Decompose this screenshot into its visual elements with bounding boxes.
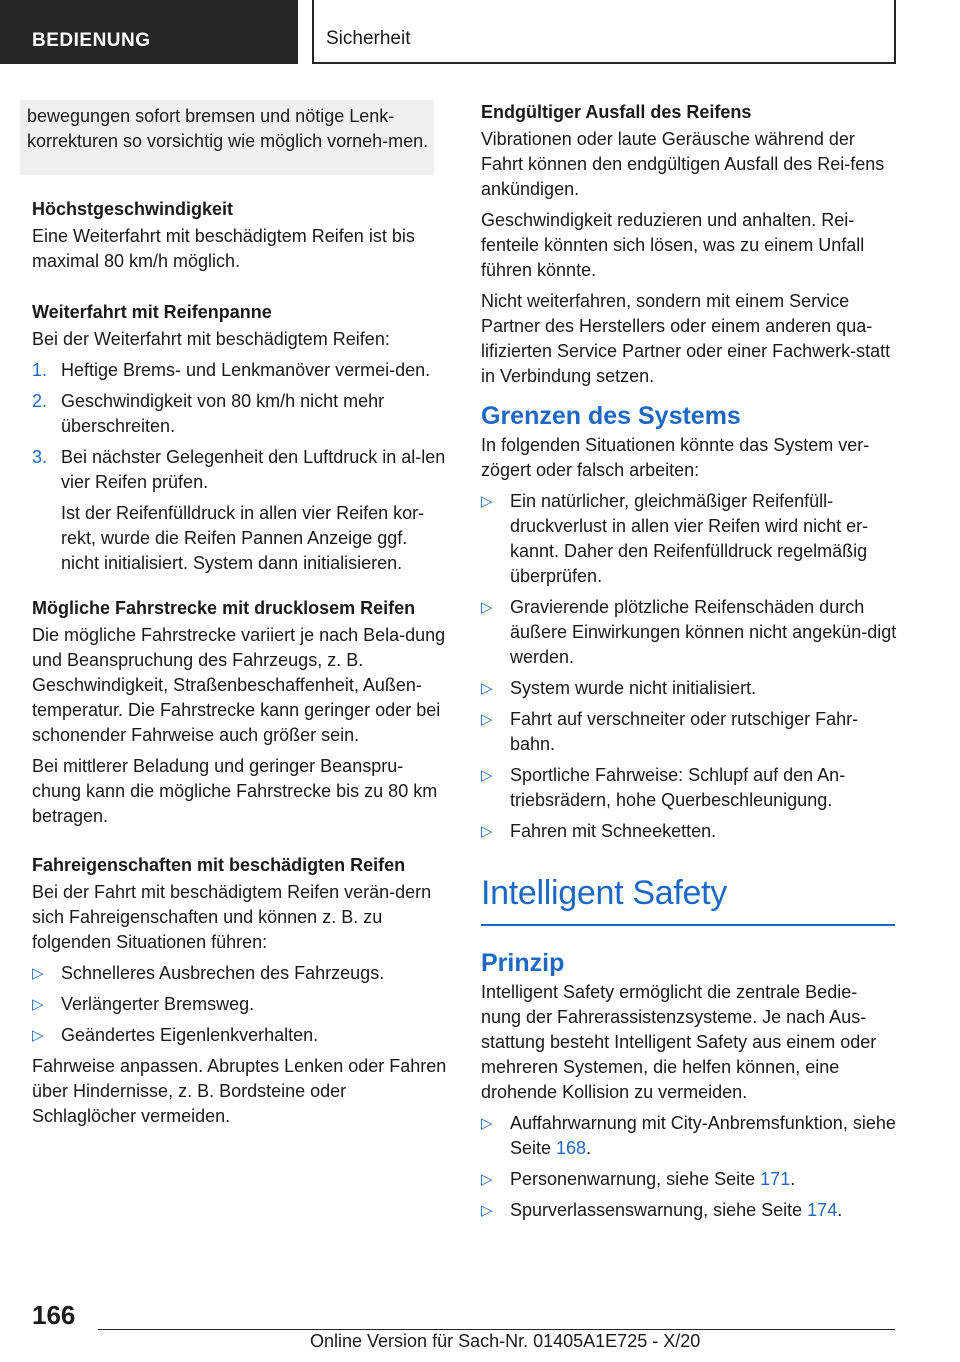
heading-endgueltiger-ausfall: Endgültiger Ausfall des Reifens bbox=[481, 102, 752, 122]
heading-prinzip: Prinzip bbox=[481, 949, 565, 977]
list-item bbox=[32, 992, 448, 1017]
list-item-text: Fahren mit Schneeketten. bbox=[510, 821, 717, 841]
list-item bbox=[32, 445, 448, 576]
header-section: BEDIENUNG bbox=[0, 0, 298, 64]
step-number: 3. bbox=[32, 447, 48, 467]
header-chapter: Sicherheit bbox=[312, 0, 896, 64]
list-item bbox=[481, 819, 897, 844]
heading-weiterfahrt: Weiterfahrt mit Reifenpanne bbox=[32, 302, 272, 322]
paragraph: Vibrationen oder laute Geräusche während der Fahrt können den endgültigen Ausfall des Rei-fens ankündigen. bbox=[481, 129, 885, 199]
list-item bbox=[32, 389, 448, 439]
footer-online-version: Online Version für Sach-Nr. 01405A1E725 - X/20 bbox=[310, 1331, 701, 1351]
list-item-text: Personenwarnung, siehe Seite bbox=[510, 1169, 761, 1189]
left-column bbox=[27, 100, 448, 1135]
list-item bbox=[481, 595, 897, 670]
step-text: Geschwindigkeit von 80 km/h nicht mehr überschreiten. bbox=[61, 391, 385, 436]
paragraph: Bei der Weiterfahrt mit beschädigtem Reifen: bbox=[32, 329, 390, 349]
bullet-list bbox=[32, 961, 448, 1048]
paragraph: Fahrweise anpassen. Abruptes Lenken oder Fahren über Hindernisse, z. B. Bordsteine oder Schlaglöcher vermeiden. bbox=[32, 1056, 447, 1126]
bullet-list bbox=[481, 489, 897, 844]
bullet-triangle-icon: ▷ bbox=[481, 1171, 493, 1188]
list-item-text: Sportliche Fahrweise: Schlupf auf den An-triebsrädern, hohe Querbeschleunigung. bbox=[510, 765, 846, 810]
steps-list bbox=[32, 358, 448, 576]
list-item bbox=[32, 1023, 448, 1048]
page-number: 166 bbox=[32, 1300, 76, 1330]
heading-grenzen-des-systems: Grenzen des Systems bbox=[481, 402, 741, 430]
paragraph: Geschwindigkeit reduzieren und anhalten. Rei-fenteile könnten sich lösen, was zu einem Unfall führen könnte. bbox=[481, 210, 865, 280]
heading-fahreigenschaften: Fahreigenschaften mit beschädigten Reifen bbox=[32, 855, 406, 875]
paragraph: Nicht weiterfahren, sondern mit einem Service Partner des Herstellers oder einem anderen qua-lifizierten Service Partner oder einer Fachwerk-statt in Verbindung setzen. bbox=[481, 291, 891, 386]
list-item: ▷ Personenwarnung, siehe Seite 171. bbox=[481, 1167, 897, 1192]
bullet-list bbox=[481, 1111, 897, 1223]
list-item: ▷ Spurverlassenswarnung, siehe Seite 174. bbox=[481, 1198, 897, 1223]
bullet-triangle-icon: ▷ bbox=[481, 1202, 493, 1219]
paragraph: Bei mittlerer Beladung und geringer Beanspru-chung kann die mögliche Fahrstrecke bis zu 80 km betragen. bbox=[32, 756, 438, 826]
heading-fahrstrecke: Mögliche Fahrstrecke mit drucklosem Reifen bbox=[32, 598, 416, 618]
list-item-text: Gravierende plötzliche Reifenschäden durch äußere Einwirkungen können nicht angekün-digt werden. bbox=[510, 597, 897, 667]
paragraph: Intelligent Safety ermöglicht die zentrale Bedie-nung der Fahrerassistenzsysteme. Je nach Aus-stattung besteht Intelligent Safety aus einem oder mehreren Systemen, die helfen können, eine drohende Kollision zu vermeiden. bbox=[481, 982, 877, 1102]
paragraph: In folgenden Situationen könnte das System ver-zögert oder falsch arbeiten: bbox=[481, 435, 870, 480]
list-item bbox=[32, 961, 448, 986]
bullet-triangle-icon: ▷ bbox=[481, 599, 493, 616]
bullet-triangle-icon: ▷ bbox=[481, 767, 493, 784]
bullet-triangle-icon: ▷ bbox=[32, 996, 44, 1013]
list-item-text: Ein natürlicher, gleichmäßiger Reifenfüll-druckverlust in allen vier Reifen wird nicht er-kannt. Daher den Reifenfülldruck regelmäßig überprüfen. bbox=[510, 491, 869, 586]
heading-hoechstgeschwindigkeit: Höchstgeschwindigkeit bbox=[32, 199, 234, 219]
list-item-text: Geändertes Eigenlenkverhalten. bbox=[61, 1025, 319, 1045]
list-item-text: Fahrt auf verschneiter oder rutschiger Fahr-bahn. bbox=[510, 709, 859, 754]
step-text: Heftige Brems- und Lenkmanöver vermei-den. bbox=[61, 360, 431, 380]
paragraph: Bei der Fahrt mit beschädigtem Reifen verän-dern sich Fahreigenschaften und können z. B. zu folgenden Situationen führen: bbox=[32, 882, 432, 952]
step-extra-text: Ist der Reifenfülldruck in allen vier Reifen kor-rekt, wurde die Reifen Pannen Anzeige ggf. nicht initialisiert. System dann initialisieren. bbox=[61, 503, 425, 573]
list-item-text: Auffahrwarnung mit City-Anbremsfunktion, siehe Seite bbox=[510, 1113, 896, 1158]
list-item-text: Schnelleres Ausbrechen des Fahrzeugs. bbox=[61, 963, 385, 983]
list-item: ▷ Auffahrwarnung mit City-Anbremsfunktion, siehe Seite 168. bbox=[481, 1113, 896, 1158]
list-item bbox=[481, 763, 897, 813]
list-item-text: Spurverlassenswarnung, siehe Seite bbox=[510, 1200, 808, 1220]
footer-divider bbox=[98, 1329, 895, 1330]
list-item-text: System wurde nicht initialisiert. bbox=[510, 678, 757, 698]
warning-note: bewegungen sofort bremsen und nötige Lenk-korrekturen so vorsichtig wie möglich vorneh-men. bbox=[20, 100, 434, 175]
bullet-triangle-icon: ▷ bbox=[32, 965, 44, 982]
list-item-text: Verlängerter Bremsweg. bbox=[61, 994, 255, 1014]
paragraph: Eine Weiterfahrt mit beschädigtem Reifen ist bis maximal 80 km/h möglich. bbox=[32, 226, 415, 271]
bullet-triangle-icon: ▷ bbox=[481, 493, 493, 510]
list-item bbox=[481, 676, 897, 701]
bullet-triangle-icon: ▷ bbox=[481, 711, 493, 728]
list-item bbox=[32, 358, 448, 383]
page-link[interactable]: 168 bbox=[556, 1138, 587, 1158]
bullet-triangle-icon: ▷ bbox=[481, 680, 493, 697]
page-link[interactable]: 171 bbox=[760, 1169, 791, 1189]
list-item bbox=[481, 707, 897, 757]
page-link[interactable]: 174 bbox=[807, 1200, 838, 1220]
list-item bbox=[481, 489, 897, 589]
bullet-triangle-icon: ▷ bbox=[481, 823, 493, 840]
heading-intelligent-safety: Intelligent Safety bbox=[481, 872, 895, 926]
step-text: Bei nächster Gelegenheit den Luftdruck in al-len vier Reifen prüfen. bbox=[61, 447, 446, 492]
step-number: 2. bbox=[32, 391, 48, 411]
step-number: 1. bbox=[32, 360, 48, 380]
bullet-triangle-icon: ▷ bbox=[32, 1027, 44, 1044]
bullet-triangle-icon: ▷ bbox=[481, 1115, 493, 1132]
right-column bbox=[481, 100, 897, 1229]
paragraph: Die mögliche Fahrstrecke variiert je nach Bela-dung und Beanspruchung des Fahrzeugs, z. B. Geschwindigkeit, Straßenbeschaffenheit, Außen-temperatur. Die Fahrstrecke kann geringer oder bei schonender Fahrweise auch größer sein. bbox=[32, 625, 446, 745]
